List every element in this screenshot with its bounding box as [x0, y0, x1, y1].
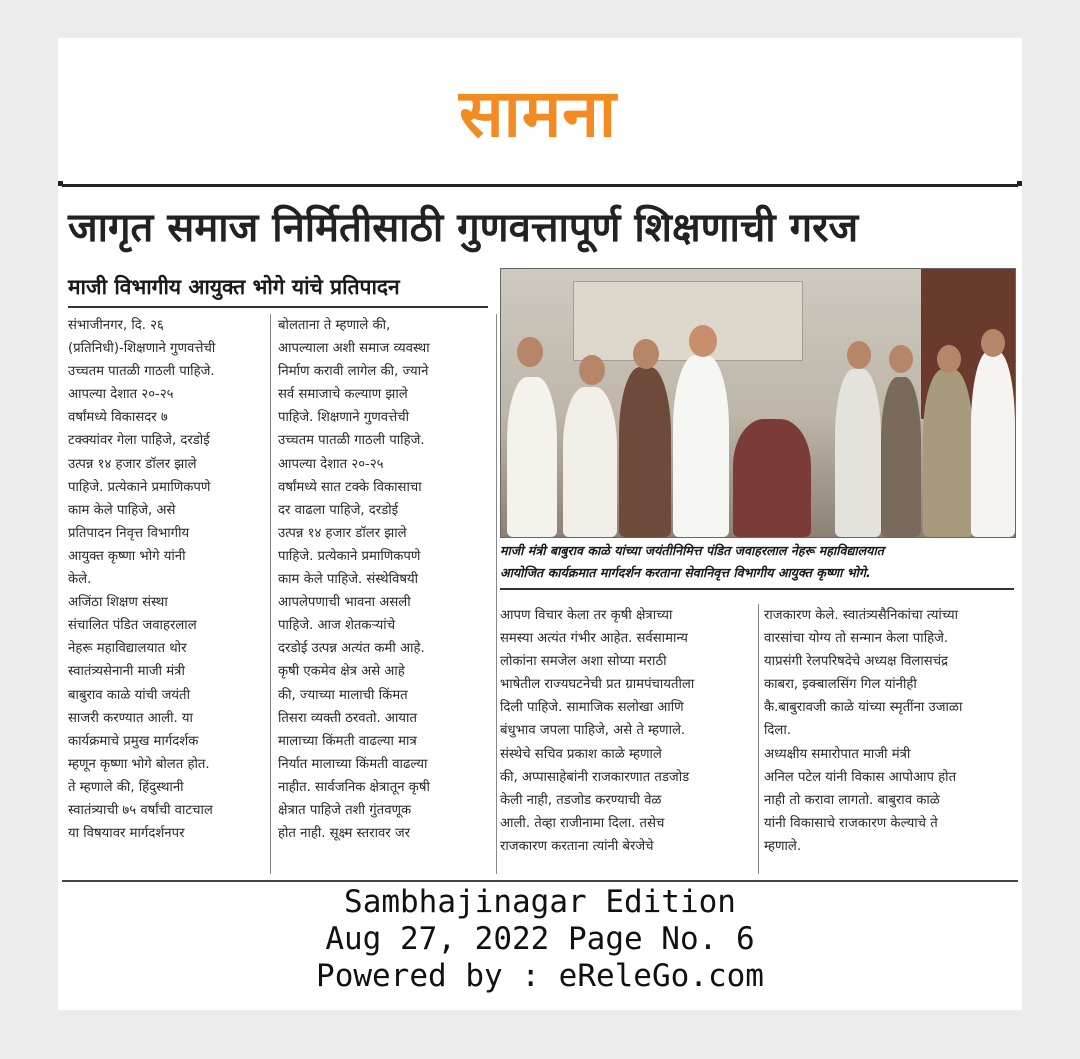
edition-footer — [58, 884, 1022, 995]
photo-person — [673, 355, 729, 537]
photo-person — [881, 377, 921, 537]
bottom-rule — [62, 880, 1018, 882]
newspaper-clipping — [58, 38, 1022, 1010]
photo-caption-line-1: माजी मंत्री बाबुराव काळे यांच्या जयंतीनिमित्त पंडित जवाहरलाल नेहरू महाविद्यालयात — [500, 543, 884, 558]
column-divider — [270, 314, 271, 874]
article-column-1: संभाजीनगर, दि. २६ (प्रतिनिधी)-शिक्षणाने गुणवत्तेची उच्चतम पातळी गाठली पाहिजे. आपल्या देशात २०-२५ वर्षांमध्ये विकासदर ७ टक्क्यांवर गेला पाहिजे, दरडोई उत्पन्न १४ हजार डॉलर झाले पाहिजे. प्रत्येकाने प्रमाणिकपणे काम केले पाहिजे, असे प्रतिपादन निवृत्त विभागीय आयुक्त कृष्णा भोगे यांनी केले. अजिंठा शिक्षण संस्था संचालित पंडित जवाहरलाल नेहरू महाविद्यालयात थोर स्वातंत्र्यसेनानी माजी मंत्री बाबुराव काळे यांची जयंती साजरी करण्यात आली. या कार्यक्रमाचे प्रमुख मार्गदर्शक म्हणून कृष्णा भोगे बोलत होत. ते म्हणाले की, हिंदुस्थानी स्वातंत्र्याची ७५ वर्षांची वाटचाल या विषयावर मार्गदर्शनपर — [68, 318, 216, 842]
photo-person — [923, 369, 973, 537]
photo-person — [563, 387, 617, 537]
column-divider — [758, 604, 759, 874]
photo-person — [835, 369, 881, 537]
subheadline-rule — [68, 306, 488, 308]
column-divider — [496, 314, 497, 874]
masthead-rule — [62, 184, 1018, 187]
photo-caption-line-2: आयोजित कार्यक्रमात मार्गदर्शन करताना सेवानिवृत्त विभागीय आयुक्त कृष्णा भोगे. — [500, 565, 871, 580]
headline: जागृत समाज निर्मितीसाठी गुणवत्तापूर्ण शिक्षणाची गरज — [68, 205, 859, 251]
article-column-2: बोलताना ते म्हणाले की, आपल्याला अशी समाज व्यवस्था निर्माण करावी लागेल की, ज्याने सर्व समाजाचे कल्याण झाले पाहिजे. शिक्षणाने गुणवत्तेची उच्चतम पातळी गाठली पाहिजे. आपल्या देशात २०-२५ वर्षांमध्ये सात टक्के विकासाचा दर वाढला पाहिजे, दरडोई उत्पन्न १४ हजार डॉलर झाले पाहिजे. प्रत्येकाने प्रमाणिकपणे काम केले पाहिजे. संस्थेविषयी आपलेपणाची भावना असली पाहिजे. आज शेतकऱ्यांचे दरडोई उत्पन्न अत्यंत कमी आहे. कृषी एकमेव क्षेत्र असे आहे की, ज्याच्या मालाची किंमत तिसरा व्यक्ती ठरवतो. आयात मालाच्या किंमती वाढल्या मात्र निर्यात मालाच्या किंमती वाढल्या नाहीत. सार्वजनिक क्षेत्रातून कृषी क्षेत्रात पाहिजे तशी गुंतवणूक होत नाही. सूक्ष्म स्तरावर जर — [278, 318, 430, 842]
photo-table — [733, 419, 811, 537]
footer-date-page: Aug 27, 2022 Page No. 6 — [325, 921, 755, 957]
footer-edition: Sambhajinagar Edition — [344, 884, 736, 920]
photo-banner — [573, 281, 803, 361]
photo-person — [507, 377, 557, 537]
footer-powered-by: Powered by : eReleGo.com — [316, 958, 764, 994]
photo-caption — [500, 540, 1014, 586]
photo-person — [971, 351, 1015, 537]
article-column-3: आपण विचार केला तर कृषी क्षेत्राच्या समस्या अत्यंत गंभीर आहेत. सर्वसामान्य लोकांना समजेल अशा सोप्या मराठी भाषेतील राज्यघटनेची प्रत ग्रामपंचायतीला दिली पाहिजे. सामाजिक सलोखा आणि बंधुभाव जपला पाहिजे, असे ते म्हणाले. संस्थेचे सचिव प्रकाश काळे म्हणाले की, अप्पासाहेबांनी राजकारणात तडजोड केली नाही, तडजोड करण्याची वेळ आली. तेव्हा राजीनामा दिला. तसेच राजकारण करताना त्यांनी बेरजेचे — [500, 608, 695, 854]
subheadline: माजी विभागीय आयुक्त भोगे यांचे प्रतिपादन — [68, 275, 400, 299]
masthead-logo: सामना — [459, 74, 617, 152]
event-photo — [500, 268, 1016, 538]
rule-end-right — [1017, 181, 1022, 186]
article-column-4: राजकारण केले. स्वातंत्र्यसैनिकांचा त्यांच्या वारसांचा योग्य तो सन्मान केला पाहिजे. याप्रसंगी रेलपरिषदेचे अध्यक्ष विलासचंद्र काबरा, इक्बालसिंग गिल यांनीही कै.बाबुरावजी काळे यांच्या स्मृतींना उजाळा दिला. अध्यक्षीय समारोपात माजी मंत्री अनिल पटेल यांनी विकास आपोआप होत नाही तो करावा लागतो. बाबुराव काळे यांनी विकासाचे राजकारण केल्याचे ते म्हणाले. — [764, 608, 963, 854]
caption-rule — [500, 588, 1014, 590]
photo-person — [619, 367, 671, 537]
